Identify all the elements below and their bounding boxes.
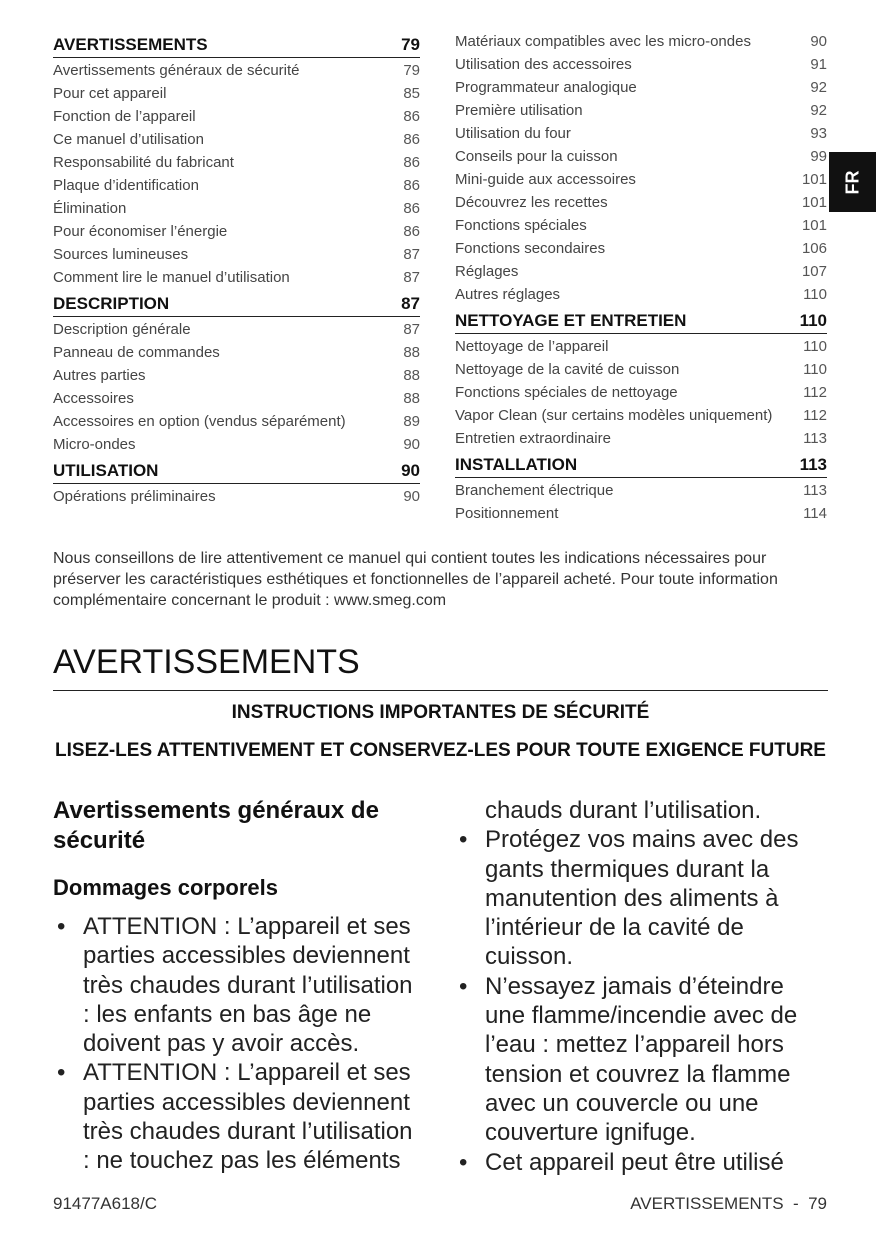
list-item: • N’essayez jamais d’éteindre une flamme/incendie avec de l’eau : mettez l’appareil hors tension et couvrez la flamme avec un couvercle ou une couverture ignifuge. <box>455 972 828 1148</box>
toc-entry-title: Vapor Clean (sur certains modèles uniquement) <box>455 407 773 424</box>
toc-entry[interactable] <box>53 266 420 289</box>
toc-entry-title: Branchement électrique <box>455 482 614 499</box>
toc-entry-title: Élimination <box>53 200 127 217</box>
toc-section-page: 110 <box>799 311 827 330</box>
toc-entry-title: Autres réglages <box>455 286 561 303</box>
toc-entry[interactable] <box>455 335 827 358</box>
toc-entry-page: 88 <box>403 367 420 384</box>
toc-entry-title: Fonctions spéciales de nettoyage <box>455 384 678 401</box>
document-code: 91477A618/C <box>53 1194 157 1213</box>
toc-entry[interactable] <box>53 433 420 456</box>
list-item: • Cet appareil peut être utilisé <box>455 1148 828 1177</box>
language-tab-label: FR <box>842 170 862 194</box>
toc-entry[interactable] <box>455 502 827 525</box>
toc-entry[interactable] <box>455 30 827 53</box>
toc-entry[interactable] <box>455 214 827 237</box>
toc-entry-title: Nettoyage de la cavité de cuisson <box>455 361 680 378</box>
toc-entry-page: 90 <box>403 436 420 453</box>
toc-entry[interactable] <box>53 410 420 433</box>
toc-entry[interactable] <box>53 59 420 82</box>
toc-entry-page: 92 <box>810 79 827 96</box>
body-left-column <box>53 796 423 1176</box>
toc-entry-page: 86 <box>403 154 420 171</box>
toc-entry[interactable] <box>455 191 827 214</box>
toc-entry-page: 110 <box>803 286 827 303</box>
toc-entry-title: Première utilisation <box>455 102 583 119</box>
toc-entry-page: 79 <box>403 62 420 79</box>
toc-entry-page: 86 <box>403 177 420 194</box>
toc-entry-page: 85 <box>403 85 420 102</box>
toc-entry-title: Sources lumineuses <box>53 246 189 263</box>
toc-entry-page: 101 <box>801 194 827 211</box>
warning-list <box>455 825 828 1177</box>
toc-entry[interactable] <box>455 358 827 381</box>
toc-section-title: AVERTISSEMENTS <box>53 35 208 54</box>
list-item-continuation: chauds durant l’utilisation. <box>485 797 762 824</box>
toc-entry[interactable] <box>455 122 827 145</box>
toc-entry-page: 101 <box>801 171 827 188</box>
toc-entry-title: Positionnement <box>455 505 559 522</box>
toc-left-column <box>53 30 420 508</box>
toc-entry-title: Fonctions secondaires <box>455 240 606 257</box>
body-right-column <box>455 796 828 1177</box>
toc-entry-title: Autres parties <box>53 367 146 384</box>
toc-entry[interactable] <box>53 220 420 243</box>
toc-entry-title: Plaque d’identification <box>53 177 199 194</box>
toc-section-title: UTILISATION <box>53 461 159 480</box>
toc-section-title: NETTOYAGE ET ENTRETIEN <box>455 311 687 330</box>
list-item: • ATTENTION : L’appareil et ses parties accessibles deviennent très chaudes durant l’utilisation : les enfants en bas âge ne doivent pas y avoir accès. <box>53 912 423 1058</box>
toc-entry-page: 87 <box>403 246 420 263</box>
toc-entry-title: Fonction de l’appareil <box>53 108 196 125</box>
toc-entry-title: Découvrez les recettes <box>455 194 608 211</box>
toc-entry-title: Comment lire le manuel d’utilisation <box>53 269 290 286</box>
toc-entry[interactable] <box>455 76 827 99</box>
toc-entry-page: 91 <box>810 56 827 73</box>
toc-entry-page: 112 <box>803 384 827 401</box>
toc-entry[interactable] <box>455 53 827 76</box>
toc-entry[interactable] <box>53 105 420 128</box>
toc-entry-page: 112 <box>803 407 827 424</box>
toc-section-heading[interactable] <box>455 306 827 334</box>
toc-entry-title: Programmateur analogique <box>455 79 637 96</box>
toc-entry-page: 90 <box>810 33 827 50</box>
toc-entry[interactable] <box>53 128 420 151</box>
toc-entry-page: 88 <box>403 390 420 407</box>
toc-section-heading[interactable] <box>53 456 420 484</box>
toc-section-page: 87 <box>401 294 420 313</box>
toc-entry-page: 114 <box>803 505 827 522</box>
toc-entry[interactable] <box>455 145 827 168</box>
toc-entry-title: Utilisation des accessoires <box>455 56 632 73</box>
list-item: • ATTENTION : L’appareil et ses parties accessibles deviennent très chaudes durant l’utilisation : ne touchez pas les éléments <box>53 1058 423 1175</box>
toc-entry[interactable] <box>455 237 827 260</box>
toc-entry-title: Responsabilité du fabricant <box>53 154 234 171</box>
toc-entry-title: Entretien extraordinaire <box>455 430 611 447</box>
toc-entry-title: Matériaux compatibles avec les micro-ondes <box>455 33 751 50</box>
toc-section-heading[interactable] <box>53 30 420 58</box>
toc-entry-title: Ce manuel d’utilisation <box>53 131 204 148</box>
toc-entry-page: 107 <box>801 263 827 280</box>
toc-entry[interactable] <box>455 381 827 404</box>
toc-entry-title: Nettoyage de l’appareil <box>455 338 609 355</box>
toc-entry[interactable] <box>53 151 420 174</box>
toc-entry[interactable] <box>53 387 420 410</box>
toc-section-heading[interactable] <box>455 450 827 478</box>
toc-entry-page: 106 <box>801 240 827 257</box>
toc-entry-page: 88 <box>403 344 420 361</box>
toc-entry-page: 101 <box>801 217 827 234</box>
subsection-title: Dommages corporels <box>53 875 278 900</box>
toc-entry-page: 99 <box>810 148 827 165</box>
toc-entry[interactable] <box>53 364 420 387</box>
toc-entry-page: 86 <box>403 108 420 125</box>
toc-entry-page: 87 <box>403 321 420 338</box>
toc-section-page: 90 <box>401 461 420 480</box>
toc-entry-page: 92 <box>810 102 827 119</box>
toc-entry[interactable] <box>53 174 420 197</box>
toc-entry-page: 110 <box>803 361 827 378</box>
toc-section-page: 113 <box>799 455 827 474</box>
toc-entry-page: 86 <box>403 223 420 240</box>
warning-list <box>53 912 423 1176</box>
toc-entry-page: 89 <box>403 413 420 430</box>
toc-entry-title: Conseils pour la cuisson <box>455 148 618 165</box>
safety-heading-keep: LISEZ-LES ATTENTIVEMENT ET CONSERVEZ-LES POUR TOUTE EXIGENCE FUTURE <box>55 740 826 761</box>
main-title: AVERTISSEMENTS <box>53 640 828 691</box>
toc-entry-title: Fonctions spéciales <box>455 217 587 234</box>
toc-entry[interactable] <box>455 260 827 283</box>
toc-entry-title: Pour économiser l’énergie <box>53 223 228 240</box>
toc-entry-title: Panneau de commandes <box>53 344 220 361</box>
section-title: Avertissements généraux de sécurité <box>53 797 379 854</box>
safety-heading-important: INSTRUCTIONS IMPORTANTES DE SÉCURITÉ <box>231 702 650 723</box>
toc-entry[interactable] <box>53 197 420 220</box>
toc-entry-title: Mini-guide aux accessoires <box>455 171 636 188</box>
toc-entry-page: 93 <box>810 125 827 142</box>
intro-paragraph: Nous conseillons de lire attentivement ce manuel qui contient toutes les indications nécessaires pour préserver les caractéristiques esthétiques et fonctionnelles de l’appareil acheté. Pour toute information complémentaire concernant le produit : www.smeg.com <box>53 550 778 609</box>
toc-section-title: INSTALLATION <box>455 455 578 474</box>
toc-entry-title: Description générale <box>53 321 191 338</box>
language-tab <box>829 152 876 212</box>
toc-entry[interactable] <box>53 485 420 508</box>
toc-entry-title: Avertissements généraux de sécurité <box>53 62 300 79</box>
toc-entry[interactable] <box>455 283 827 306</box>
list-item: • Protégez vos mains avec des gants thermiques durant la manutention des aliments à l’intérieur de la cavité de cuisson. <box>455 825 828 971</box>
toc-entry[interactable] <box>53 82 420 105</box>
toc-entry-page: 86 <box>403 131 420 148</box>
toc-entry[interactable] <box>455 479 827 502</box>
toc-entry-title: Accessoires en option (vendus séparément) <box>53 413 346 430</box>
toc-entry-page: 87 <box>403 269 420 286</box>
toc-entry[interactable] <box>53 318 420 341</box>
toc-entry-title: Micro-ondes <box>53 436 136 453</box>
toc-entry-title: Utilisation du four <box>455 125 571 142</box>
toc-entry[interactable] <box>53 341 420 364</box>
toc-entry[interactable] <box>455 168 827 191</box>
toc-entry-page: 113 <box>803 430 827 447</box>
toc-entry-title: Accessoires <box>53 390 134 407</box>
page-footer-label: AVERTISSEMENTS - 79 <box>630 1194 827 1213</box>
toc-entry-title: Pour cet appareil <box>53 85 167 102</box>
toc-section-page: 79 <box>401 35 420 54</box>
toc-right-column <box>455 30 827 525</box>
toc-entry[interactable] <box>455 99 827 122</box>
toc-entry[interactable] <box>53 243 420 266</box>
toc-entry-page: 86 <box>403 200 420 217</box>
toc-entry[interactable] <box>455 404 827 427</box>
toc-entry-page: 110 <box>803 338 827 355</box>
toc-section-heading[interactable] <box>53 289 420 317</box>
toc-entry[interactable] <box>455 427 827 450</box>
toc-entry-title: Réglages <box>455 263 519 280</box>
toc-entry-page: 90 <box>403 488 420 505</box>
toc-section-title: DESCRIPTION <box>53 294 170 313</box>
toc-entry-title: Opérations préliminaires <box>53 488 216 505</box>
toc-entry-page: 113 <box>803 482 827 499</box>
